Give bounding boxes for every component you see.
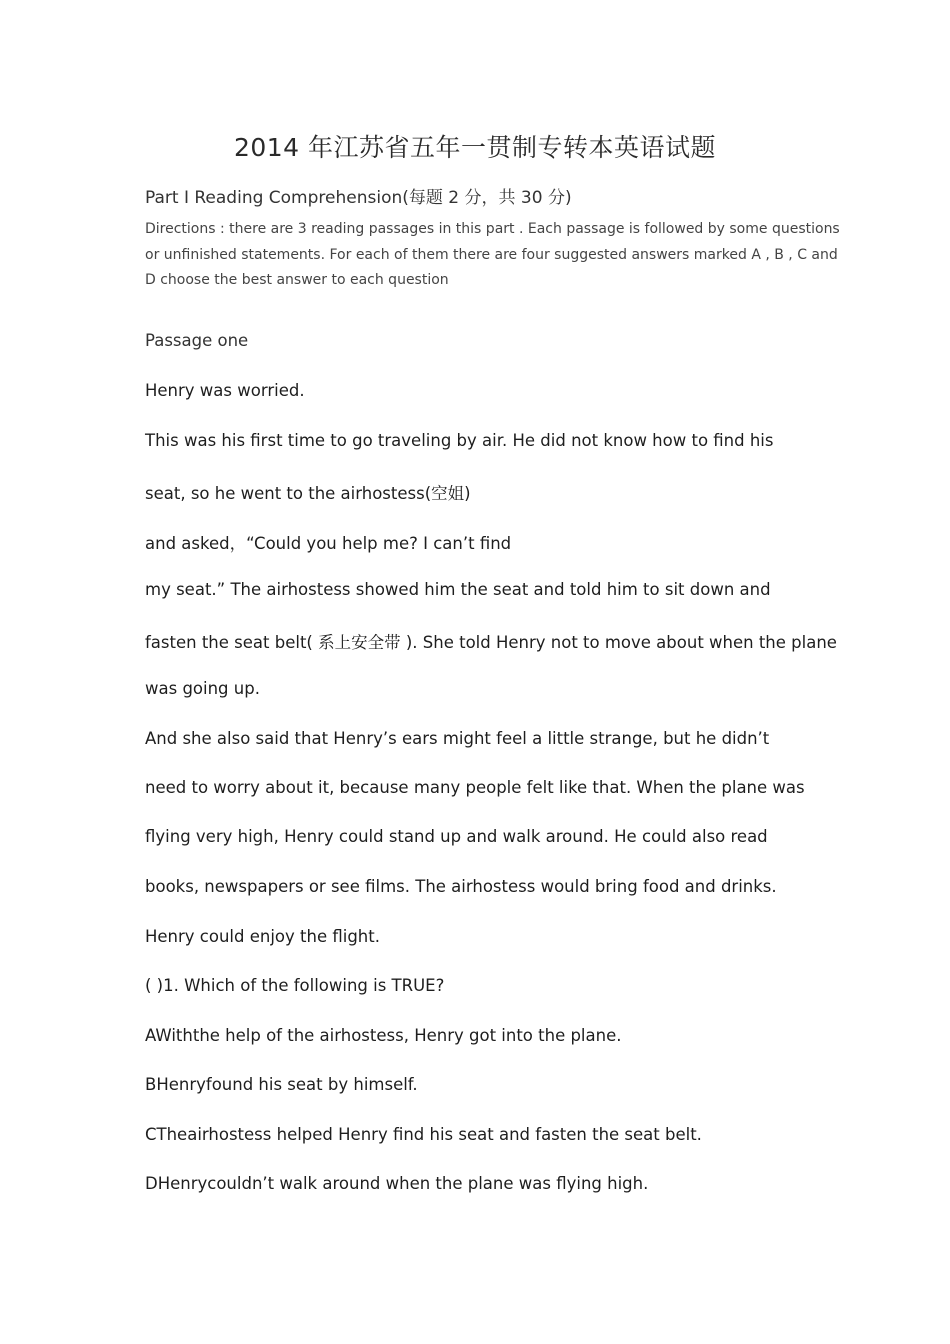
passage-line: need to worry about it, because many people felt like that. When the plane was [145, 778, 805, 797]
question-1: ( )1. Which of the following is TRUE? [145, 976, 445, 995]
option-c: CTheairhostess helped Henry find his seat and fasten the seat belt. [145, 1125, 702, 1144]
passage-line: Henry could enjoy the flight. [145, 927, 380, 946]
passage-line: seat, so he went to the airhostess(空姐) [145, 484, 471, 503]
passage-line: Henry was worried. [145, 381, 305, 400]
passage-line: books, newspapers or see films. The airhostess would bring food and drinks. [145, 877, 777, 896]
passage-line: was going up. [145, 679, 260, 698]
directions-line-1: Directions : there are 3 reading passages in this part . Each passage is followed by some questions [145, 221, 840, 237]
option-a: AWiththe help of the airhostess, Henry got into the plane. [145, 1026, 622, 1045]
passage-title: Passage one [145, 331, 249, 350]
option-b: BHenryfound his seat by himself. [145, 1075, 418, 1094]
part-heading: Part I Reading Comprehension(每题 2 分，共 30 分) [145, 188, 572, 208]
document-title: 2014 年江苏省五年一贯制专转本英语试题 [233, 133, 717, 162]
directions-line-2: or unfinished statements. For each of them there are four suggested answers marked A , B , C and [145, 247, 838, 263]
option-d: DHenrycouldn’t walk around when the plane was flying high. [145, 1174, 649, 1193]
passage-line: And she also said that Henry’s ears might feel a little strange, but he didn’t [145, 729, 770, 748]
passage-line: flying very high, Henry could stand up and walk around. He could also read [145, 827, 768, 846]
passage-line: and asked，“Could you help me? I can’t find [145, 534, 512, 553]
passage-line: This was his first time to go traveling by air. He did not know how to find his [145, 431, 774, 450]
passage-line: fasten the seat belt( 系上安全带 ). She told Henry not to move about when the plane [145, 633, 837, 652]
passage-line: my seat.” The airhostess showed him the seat and told him to sit down and [145, 580, 771, 599]
directions-line-3: D choose the best answer to each question [145, 272, 449, 288]
